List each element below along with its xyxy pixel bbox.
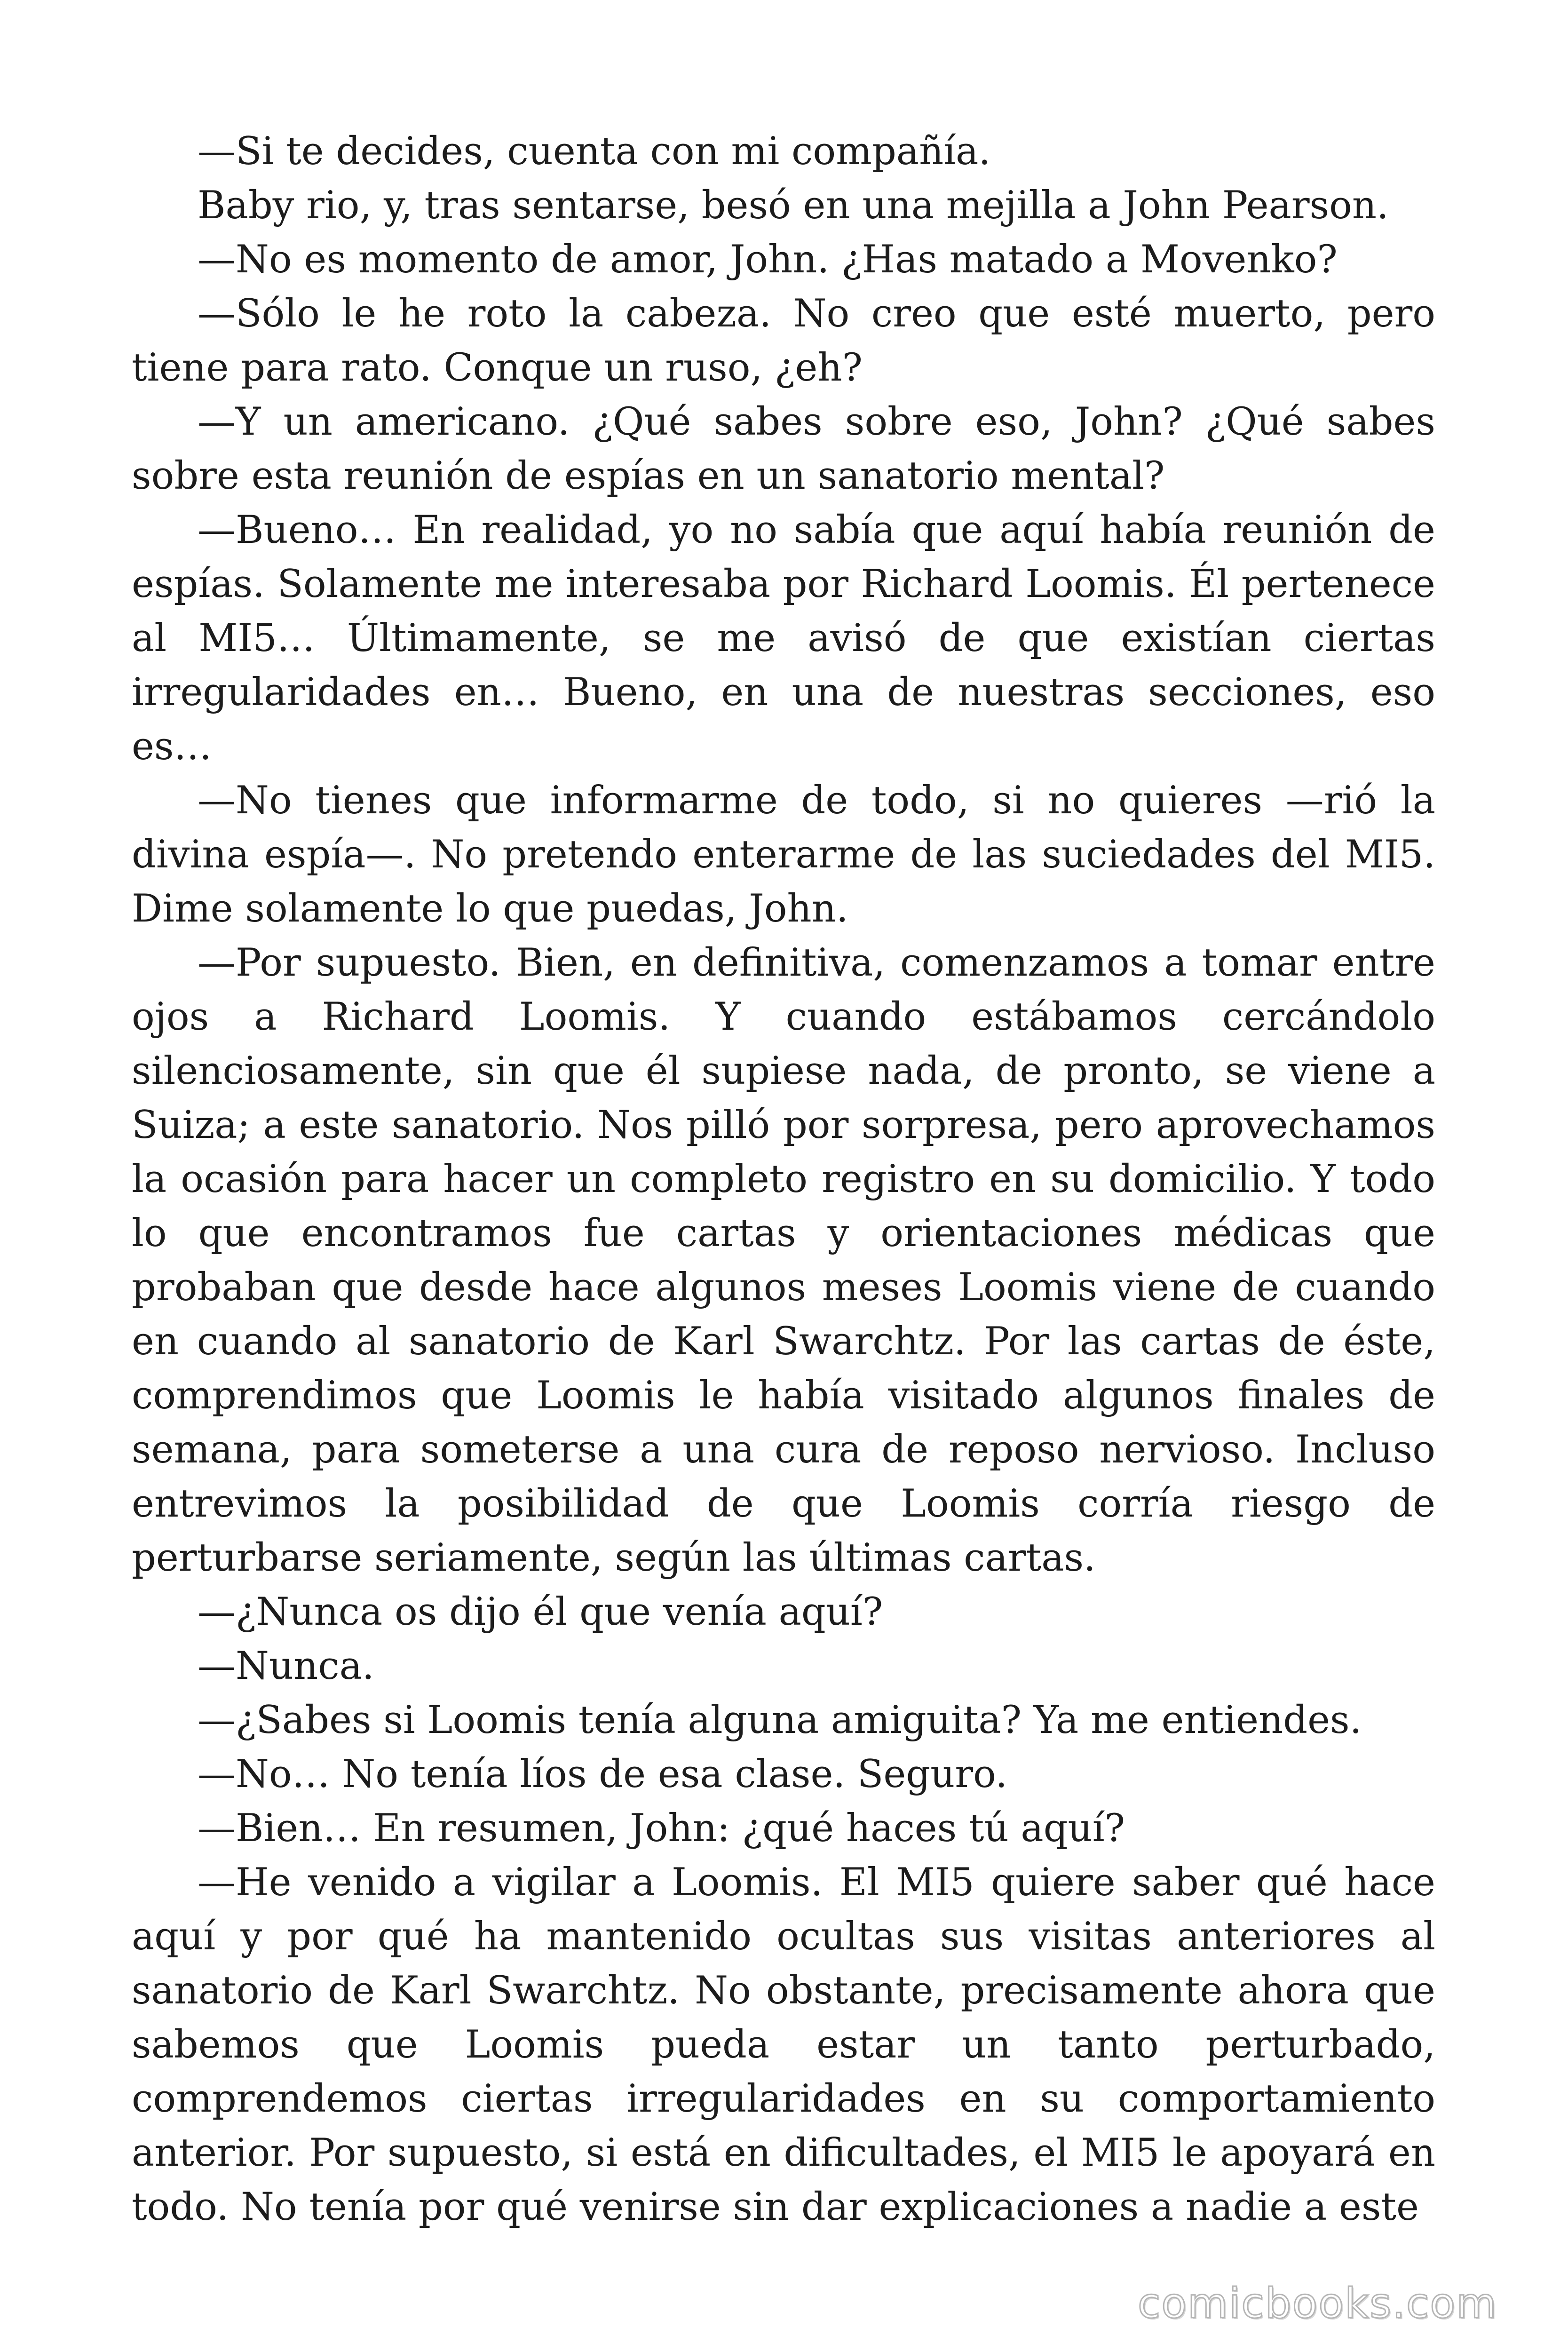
paragraph-9: —¿Nunca os dijo él que venía aquí?: [198, 1590, 883, 1634]
paragraph-1: —Si te decides, cuenta con mi compañía.: [198, 129, 991, 174]
paragraph-4: —Sólo le he roto la cabeza. No creo que esté muerto, pero tiene para rato. Conque un ruso, ¿eh?: [132, 292, 1435, 390]
paragraph-2: Baby rio, y, tras sentarse, besó en una mejilla a John Pearson.: [198, 183, 1389, 228]
watermark-text: comicbooks.com: [1137, 2279, 1497, 2328]
paragraph-11: —¿Sabes si Loomis tenía alguna amiguita? Ya me entiendes.: [198, 1698, 1362, 1742]
paragraph-14: —He venido a vigilar a Loomis. El MI5 quiere saber qué hace aquí y por qué ha mantenido ocultas sus visitas anteriores al sanatorio de Karl Swarchtz. No obstante, precisamente ahora que sabemos que Loomis pueda estar un tanto perturbado, comprendemos ciertas irregularidades en su comportamiento anterior. Por supuesto, si está en dificultades, el MI5 le apoyará en todo. No tenía por qué venirse sin dar explicaciones a nadie a este: [132, 1860, 1435, 2229]
paragraph-7: —No tienes que informarme de todo, si no quieres —rió la divina espía—. No pretendo enterarme de las suciedades del MI5. Dime solamente lo que puedas, John.: [132, 779, 1435, 931]
paragraph-6: —Bueno… En realidad, yo no sabía que aquí había reunión de espías. Solamente me interesaba por Richard Loomis. Él pertenece al MI5… Últimamente, se me avisó de que existían ciertas irregularidades en… Bueno, en una de nuestras secciones, eso es…: [132, 508, 1435, 769]
paragraph-12: —No… No tenía líos de esa clase. Seguro.: [198, 1752, 1008, 1796]
paragraph-3: —No es momento de amor, John. ¿Has matado a Movenko?: [198, 238, 1338, 282]
body-text: [132, 125, 1435, 2234]
paragraph-10: —Nunca.: [198, 1644, 374, 1688]
paragraph-13: —Bien… En resumen, John: ¿qué haces tú aquí?: [198, 1806, 1125, 1851]
paragraph-8: —Por supuesto. Bien, en definitiva, comenzamos a tomar entre ojos a Richard Loomis. Y cuando estábamos cercándolo silenciosamente, sin que él supiese nada, de pronto, se viene a Suiza; a este sanatorio. Nos pilló por sorpresa, pero aprovechamos la ocasión para hacer un completo registro en su domicilio. Y todo lo que encontramos fue cartas y orientaciones médicas que probaban que desde hace algunos meses Loomis viene de cuando en cuando al sanatorio de Karl Swarchtz. Por las cartas de éste, comprendimos que Loomis le había visitado algunos finales de semana, para someterse a una cura de reposo nervioso. Incluso entrevimos la posibilidad de que Loomis corría riesgo de perturbarse seriamente, según las últimas cartas.: [132, 941, 1435, 1580]
paragraph-5: —Y un americano. ¿Qué sabes sobre eso, John? ¿Qué sabes sobre esta reunión de espías en un sanatorio mental?: [132, 400, 1435, 498]
